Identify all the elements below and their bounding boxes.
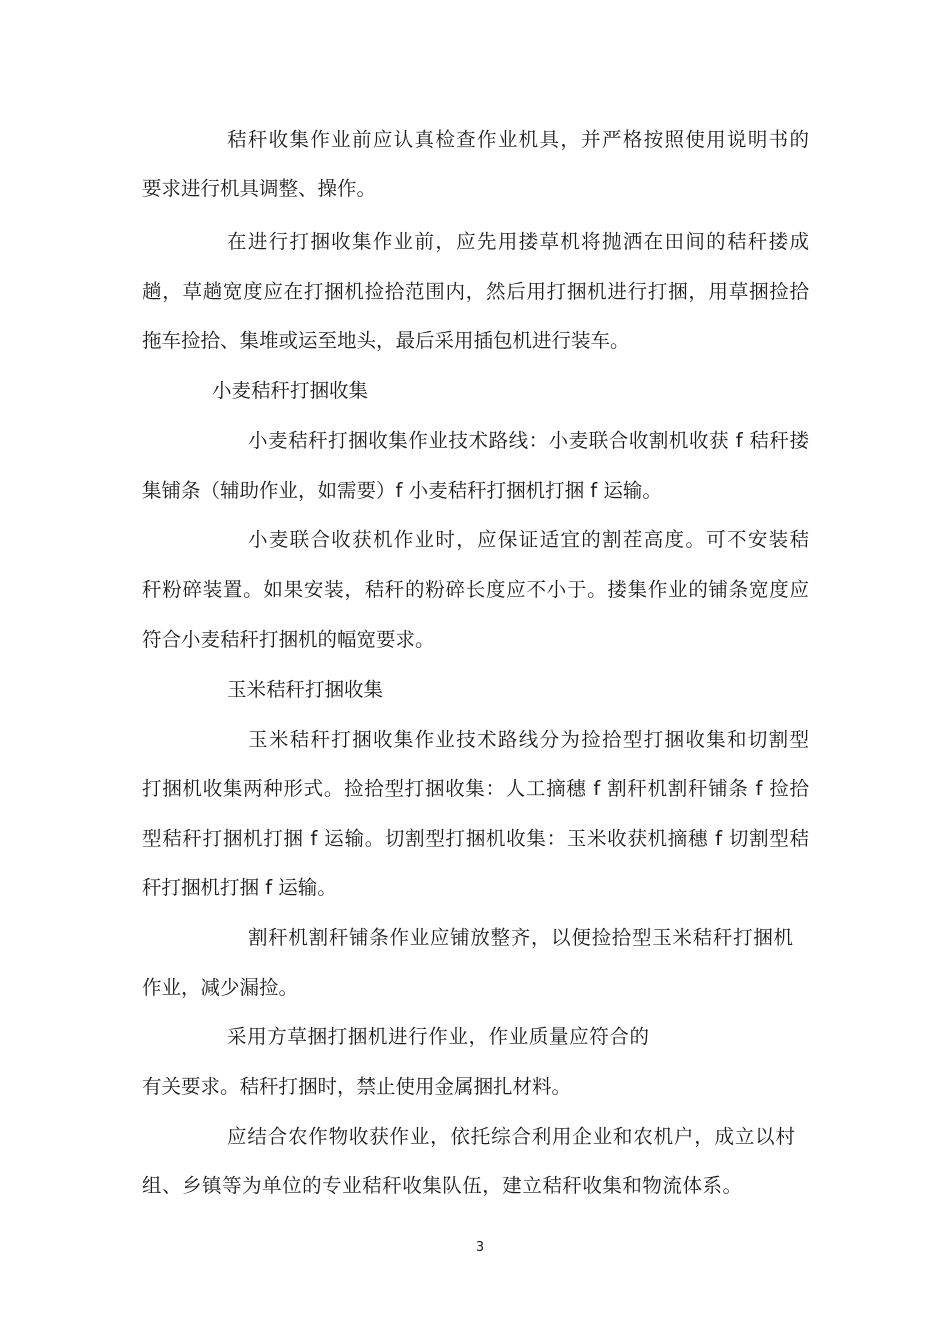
page-number: 3 bbox=[475, 1240, 485, 1255]
text-line: 在进行打捆收集作业前，应先用搂草机将抛洒在田间的秸秆搂成 bbox=[227, 230, 809, 253]
section-heading: 小麦秸秆打捆收集 bbox=[212, 379, 369, 402]
text-line: 秆粉碎装置。如果安装，秸秆的粉碎长度应不小于。搂集作业的铺条宽度应 bbox=[142, 578, 809, 601]
text-line: 小麦秸秆打捆收集作业技术路线：小麦联合收割机收获 f 秸秆搂 bbox=[248, 429, 809, 452]
text-line: 秸秆收集作业前应认真检查作业机具，并严格按照使用说明书的 bbox=[227, 128, 809, 151]
text-line: 拖车捡拾、集堆或运至地头，最后采用插包机进行装车。 bbox=[142, 329, 630, 352]
text-line: 作业，减少漏捡。 bbox=[142, 976, 299, 999]
text-line: 集铺条（辅助作业，如需要）f 小麦秸秆打捆机打捆 f 运输。 bbox=[142, 479, 662, 502]
text-line: 打捆机收集两种形式。捡拾型打捆收集：人工摘穗 f 割秆机割秆铺条 f 捡拾 bbox=[142, 777, 809, 800]
text-line: 型秸秆打捆机打捆 f 运输。切割型打捆机收集：玉米收获机摘穗 f 切割型秸 bbox=[142, 827, 809, 850]
text-line: 要求进行机具调整、操作。 bbox=[142, 177, 377, 200]
text-line: 秆打捆机打捆 f 运输。 bbox=[142, 876, 337, 899]
text-line: 趟，草趟宽度应在打捆机捡拾范围内，然后用打捆机进行打捆，用草捆捡拾 bbox=[142, 280, 809, 303]
text-line: 应结合农作物收获作业，依托综合利用企业和农机户，成立以村 bbox=[227, 1125, 795, 1148]
text-line: 割秆机割秆铺条作业应铺放整齐，以便捡拾型玉米秸秆打捆机 bbox=[248, 926, 793, 949]
text-line: 玉米秸秆打捆收集作业技术路线分为捡拾型打捆收集和切割型 bbox=[248, 728, 809, 751]
text-line: 小麦联合收获机作业时，应保证适宜的割茬高度。可不安装秸 bbox=[248, 528, 809, 551]
text-line: 组、乡镇等为单位的专业秸秆收集队伍，建立秸秆收集和物流体系。 bbox=[142, 1174, 742, 1197]
text-line: 符合小麦秸秆打捆机的幅宽要求。 bbox=[142, 628, 435, 651]
section-heading: 玉米秸秆打捆收集 bbox=[227, 678, 384, 701]
text-line: 有关要求。秸秆打捆时，禁止使用金属捆扎材料。 bbox=[142, 1075, 572, 1098]
text-line: 采用方草捆打捆机进行作业，作业质量应符合的 bbox=[227, 1025, 649, 1048]
